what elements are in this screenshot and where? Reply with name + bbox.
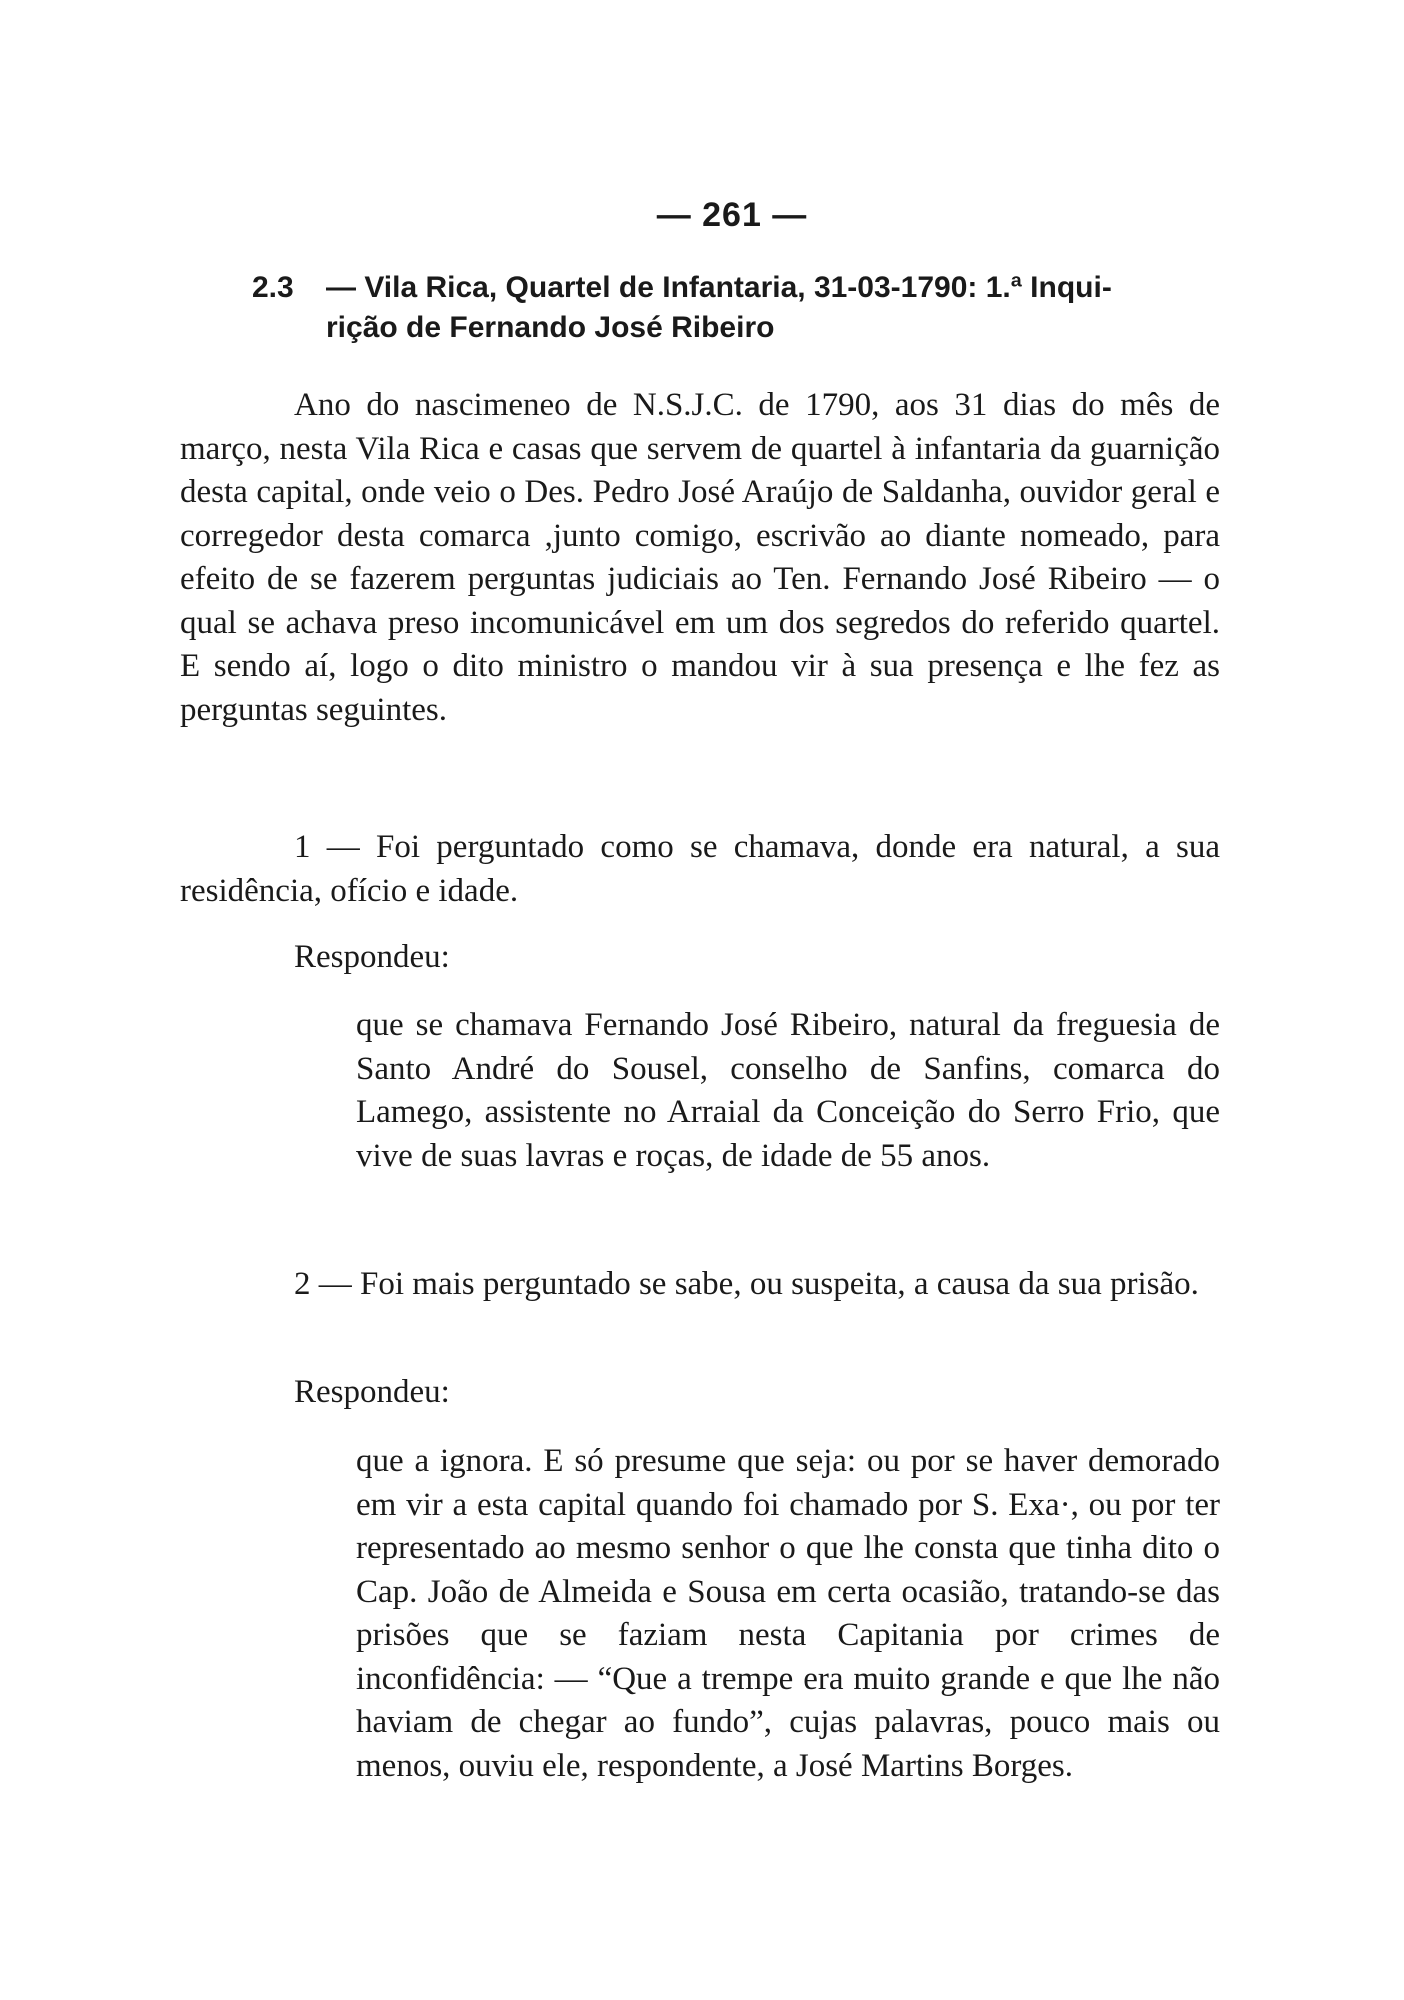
page-number-text: — 261 — bbox=[656, 196, 808, 234]
answer-2: que a ignora. E só presume que seja: ou por se haver demorado em vir a esta capital quando foi chamado por S. Exa·, ou por ter representado ao mesmo senhor o que lhe consta que tinha dito o Cap. João de Almeida e Sousa em certa ocasião, tratando-se das prisões que se faziam nesta Capitania por crimes de inconfidência: — “Que a trempe era muito grande e que lhe não haviam de chegar ao fundo”, cujas palavras, pouco mais ou menos, ouviu ele, respondente, a José Martins Borges. bbox=[356, 1443, 1220, 1784]
intro-paragraph: Ano do nascimeneo de N.S.J.C. de 1790, aos 31 dias do mês de março, nesta Vila Rica e casas que servem de quartel à infantaria da guarnição desta capital, onde veio o Des. Pedro José Araújo de Saldanha, ouvidor geral e corregedor desta comarca ,junto comigo, escrivão ao diante nomeado, para efeito de se fazerem perguntas judiciais ao Ten. Fernando José Ribeiro — o qual se achava preso incomunicável em um dos segredos do referido quartel. E sendo aí, logo o dito ministro o mandou vir à sua presença e lhe fez as perguntas seguintes. bbox=[180, 387, 1220, 728]
answer-label-1: Respondeu: bbox=[294, 939, 450, 975]
section-heading bbox=[252, 268, 1232, 348]
question-1: 1 — Foi perguntado como se chamava, donde era natural, a sua residência, ofício e idade. bbox=[180, 829, 1220, 909]
section-number: 2.3 bbox=[252, 271, 294, 304]
question-2: 2 — Foi mais perguntado se sabe, ou suspeita, a causa da sua prisão. bbox=[294, 1266, 1199, 1302]
answer-1: que se chamava Fernando José Ribeiro, natural da freguesia de Santo André do Sousel, conselho de Sanfins, comarca do Lamego, assistente no Arraial da Conceição do Serro Frio, que vive de suas lavras e roças, de idade de 55 anos. bbox=[356, 1007, 1220, 1174]
answer-label-2: Respondeu: bbox=[294, 1374, 450, 1410]
section-title-line-1: — Vila Rica, Quartel de Infantaria, 31-03-1790: 1.ª Inqui- bbox=[326, 271, 1112, 304]
page-number bbox=[0, 196, 1404, 235]
section-title-line-2: rição de Fernando José Ribeiro bbox=[326, 311, 775, 344]
